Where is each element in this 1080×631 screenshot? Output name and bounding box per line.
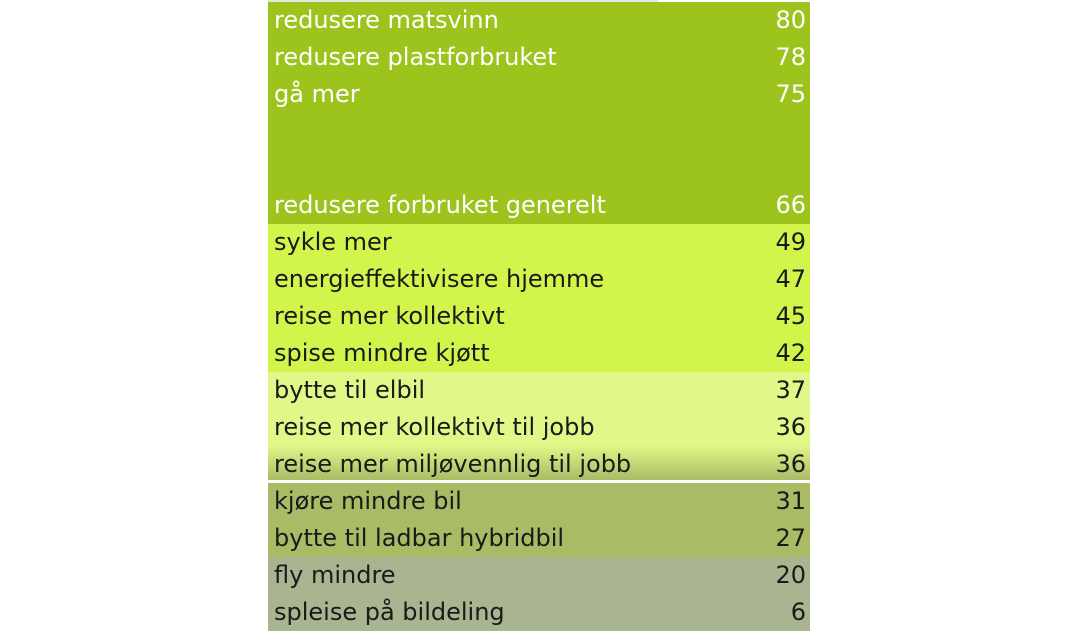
table-row: [268, 261, 810, 298]
row-value: 20: [775, 561, 806, 589]
table-row: [268, 76, 810, 187]
row-value: 78: [775, 43, 806, 71]
row-label: redusere forbruket generelt: [274, 191, 606, 219]
row-value: 47: [775, 265, 806, 293]
row-value: 6: [790, 598, 806, 626]
row-label: gå mer: [274, 80, 360, 108]
row-label: bytte til ladbar hybridbil: [274, 524, 565, 552]
table-row: [268, 372, 810, 409]
row-value: 37: [775, 376, 806, 404]
table-row: [268, 39, 810, 76]
row-label: sykle mer: [274, 228, 392, 256]
row-value: 75: [775, 80, 806, 108]
table-row: [268, 483, 810, 520]
row-value: 42: [775, 339, 806, 367]
row-value: 36: [775, 450, 806, 478]
row-label: reise mer miljøvennlig til jobb: [274, 450, 632, 478]
row-value: 31: [775, 487, 806, 515]
table-row: [268, 224, 810, 261]
row-value: 49: [775, 228, 806, 256]
row-value: 45: [775, 302, 806, 330]
row-label: bytte til elbil: [274, 376, 426, 404]
row-label: reise mer kollektivt: [274, 302, 505, 330]
row-value: 27: [775, 524, 806, 552]
row-label: energieffektivisere hjemme: [274, 265, 605, 293]
table-row: [268, 446, 810, 483]
ranking-table: [268, 0, 810, 626]
row-label: redusere plastforbruket: [274, 43, 557, 71]
row-label: spleise på bildeling: [274, 598, 505, 626]
table-row: [268, 2, 810, 39]
row-value: 80: [775, 6, 806, 34]
row-label: fly mindre: [274, 561, 396, 589]
row-label: spise mindre kjøtt: [274, 339, 490, 367]
row-label: reise mer kollektivt til jobb: [274, 413, 595, 441]
table-row: [268, 298, 810, 335]
table-row: [268, 335, 810, 372]
table-row: [268, 557, 810, 594]
table-row: [268, 520, 810, 557]
table-row: [268, 409, 810, 446]
table-row: [268, 187, 810, 224]
row-value: 36: [775, 413, 806, 441]
row-value: 66: [775, 191, 806, 219]
row-label: kjøre mindre bil: [274, 487, 462, 515]
table-row: [268, 594, 810, 631]
row-label: redusere matsvinn: [274, 6, 499, 34]
